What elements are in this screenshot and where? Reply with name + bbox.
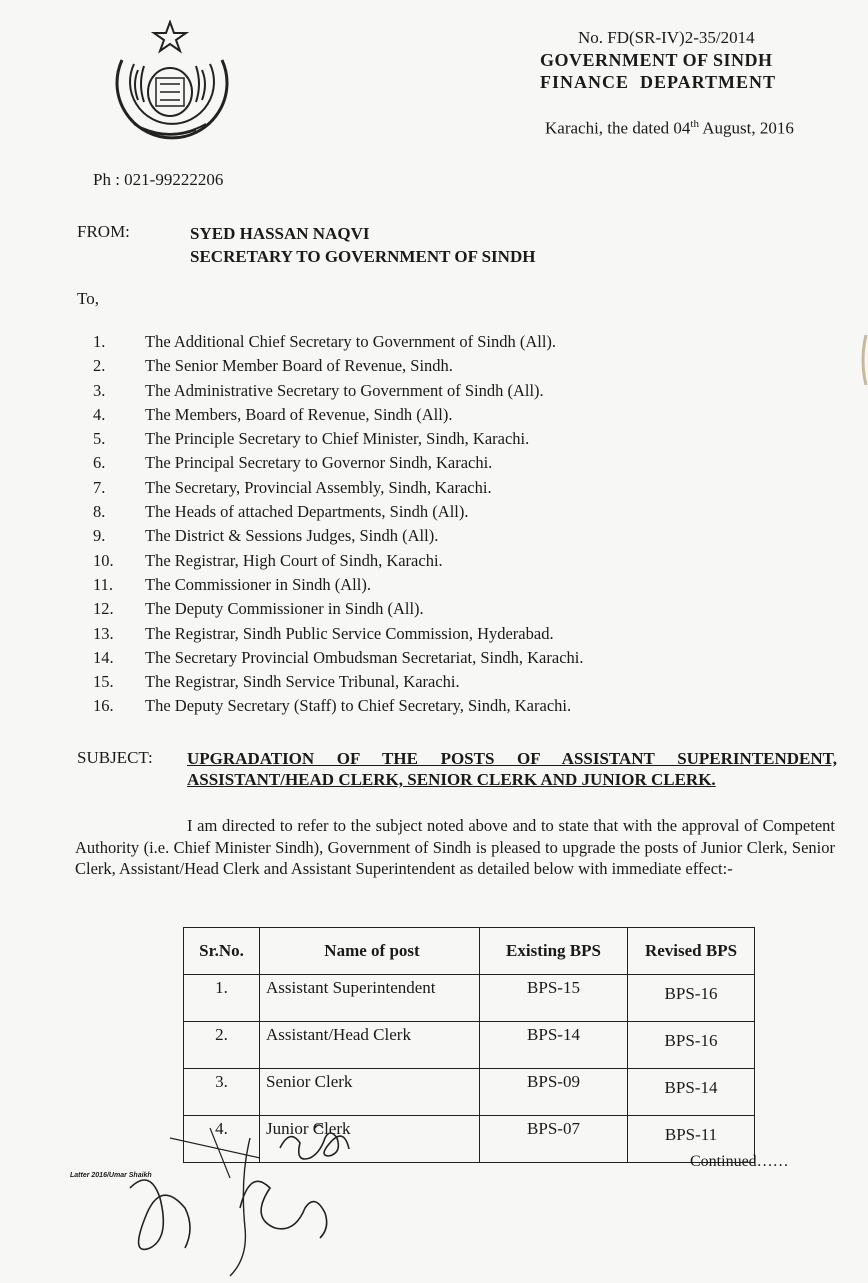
sender-name: SYED HASSAN NAQVI [190,224,370,243]
file-reference-note: Latter 2016/Umar Shaikh [70,1172,152,1179]
list-item-text: The Registrar, Sindh Service Tribunal, Karachi. [145,672,460,692]
list-item [93,427,583,451]
list-item-text: The Deputy Commissioner in Sindh (All). [145,599,424,619]
date-prefix: Karachi, the dated 04 [545,118,691,138]
cell-existing-bps: BPS-09 [480,1069,628,1116]
cell-sr-no: 3. [184,1069,260,1116]
list-item-number: 3. [93,380,106,400]
body-paragraph [75,815,835,880]
recipient-list [93,330,583,719]
list-item-number: 9. [93,526,106,546]
subject-line-2: ASSISTANT/HEAD CLERK, SENIOR CLERK AND JUNIOR CLERK. [187,770,716,789]
government-title: GOVERNMENT OF SINDH [540,50,773,70]
list-item-text: The Registrar, High Court of Sindh, Karachi. [145,550,443,570]
list-item-number: 16. [93,696,114,716]
list-item-number: 10. [93,550,114,570]
table-row [184,1069,755,1116]
table-header-row [184,928,755,975]
list-item-text: The Members, Board of Revenue, Sindh (All). [145,404,453,424]
sender-block [190,222,535,268]
list-item [93,476,583,500]
list-item-text: The Senior Member Board of Revenue, Sindh. [145,356,453,376]
list-item-text: The Secretary, Provincial Assembly, Sindh, Karachi. [145,477,492,497]
cell-post-name: Assistant/Head Clerk [260,1022,480,1069]
list-item-number: 13. [93,623,114,643]
list-item [93,354,583,378]
list-item [93,500,583,524]
table-row [184,975,755,1022]
list-item-text: The Principle Secretary to Chief Minister, Sindh, Karachi. [145,429,530,449]
cell-post-name: Senior Clerk [260,1069,480,1116]
list-item-number: 8. [93,502,106,522]
to-label: To, [77,289,99,308]
list-item-number: 11. [93,574,114,594]
list-item-text: The Additional Chief Secretary to Government of Sindh (All). [145,332,557,351]
list-item-text: The Heads of attached Departments, Sindh (All). [145,502,469,522]
list-item-number: 7. [93,477,106,497]
cell-revised-bps: BPS-16 [628,975,755,1022]
list-item-number: 2. [93,356,106,376]
list-item-text: The Commissioner in Sindh (All). [145,574,371,594]
list-item-text: The Deputy Secretary (Staff) to Chief Secretary, Sindh, Karachi. [145,696,572,716]
column-header-revised-bps: Revised BPS [628,928,755,975]
body-paragraph-text: I am directed to refer to the subject noted above and to state that with the approval of Competent Authority (i.e. Chief Minister Sindh), Government of Sindh is pleased to upgrade the posts of Junior Clerk, Senior Clerk, Assistant/Head Clerk and Assistant Superintendent as detailed below with immediate effect:- [75,816,835,878]
cell-revised-bps: BPS-16 [628,1022,755,1069]
cell-revised-bps: BPS-14 [628,1069,755,1116]
list-item-number: 6. [93,453,106,473]
list-item [93,549,583,573]
list-item [93,524,583,548]
letterhead-block [540,28,825,93]
sindh-government-emblem [104,20,234,148]
continued-note: Continued…… [690,1153,789,1170]
list-item-text: The Secretary Provincial Ombudsman Secretariat, Sindh, Karachi. [145,647,584,667]
list-item-number: 12. [93,599,114,619]
list-item-text: The Registrar, Sindh Public Service Commission, Hyderabad. [145,623,554,643]
cell-post-name: Assistant Superintendent [260,975,480,1022]
cell-existing-bps: BPS-14 [480,1022,628,1069]
date-line [545,118,794,139]
list-item-number: 5. [93,429,106,449]
cell-sr-no: 2. [184,1022,260,1069]
subject-line-1: UPGRADATION OF THE POSTS OF ASSISTANT SUPERINTENDENT, [187,749,837,768]
date-suffix-sup: th [690,118,699,130]
list-item [93,573,583,597]
star-icon [154,22,186,51]
list-item-number: 15. [93,672,114,692]
list-item [93,379,583,403]
list-item [93,622,583,646]
list-item [93,330,583,354]
cell-revised-bps: BPS-11 [628,1116,755,1163]
list-item-text: The Principal Secretary to Governor Sindh, Karachi. [145,453,493,473]
list-item-text: The Administrative Secretary to Government of Sindh (All). [145,380,544,400]
list-item [93,403,583,427]
list-item-number: 14. [93,647,114,667]
cell-sr-no: 4. [184,1116,260,1163]
list-item-text: The District & Sessions Judges, Sindh (All). [145,526,439,546]
cell-existing-bps: BPS-07 [480,1116,628,1163]
table-row [184,1022,755,1069]
from-label: FROM: [77,222,130,241]
list-item [93,646,583,670]
sender-title: SECRETARY TO GOVERNMENT OF SINDH [190,247,536,266]
column-header-sr-no: Sr.No. [184,928,260,975]
subject-label: SUBJECT: [77,748,153,767]
page-edge-mark [858,335,868,385]
cell-post-name: Junior Clerk [260,1116,480,1163]
cell-existing-bps: BPS-15 [480,975,628,1022]
list-item [93,694,583,718]
list-item [93,597,583,621]
subject-text [187,748,837,790]
department-title: FINANCE DEPARTMENT [540,72,777,92]
list-item [93,451,583,475]
list-item-number: 1. [93,332,106,351]
cell-sr-no: 1. [184,975,260,1022]
column-header-name-of-post: Name of post [260,928,480,975]
date-rest: August, 2016 [698,118,794,138]
reference-number: No. FD(SR-IV)2-35/2014 [578,28,755,47]
column-header-existing-bps: Existing BPS [480,928,628,975]
handwritten-signature [110,1118,410,1278]
phone-number: Ph : 021-99222206 [93,170,224,189]
list-item [93,670,583,694]
list-item-number: 4. [93,404,106,424]
